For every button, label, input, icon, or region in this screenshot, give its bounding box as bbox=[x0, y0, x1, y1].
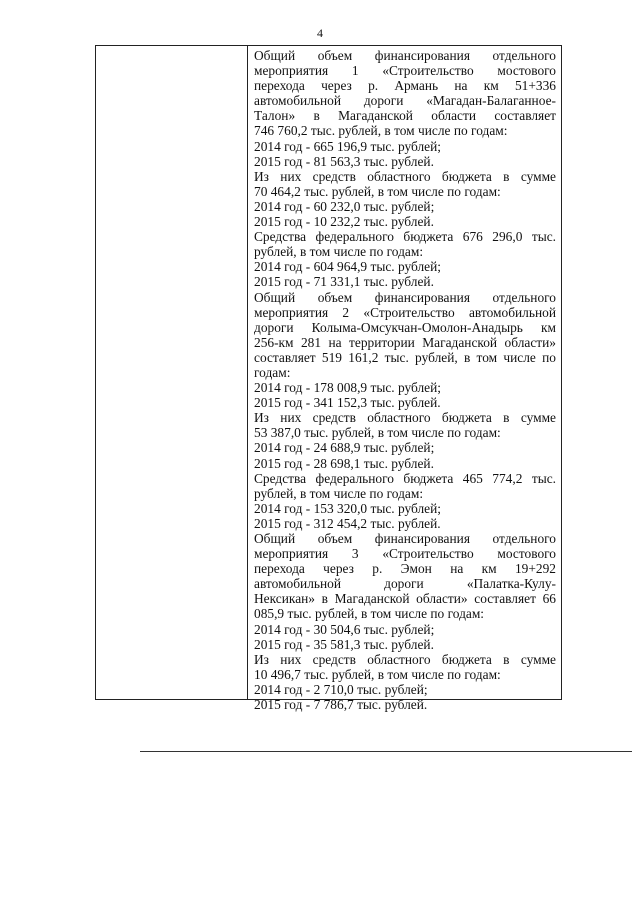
text-line: Из них средств областного бюджета в сумме bbox=[254, 651, 556, 667]
financing-description-cell bbox=[254, 48, 556, 712]
text-line: 2015 год - 10 232,2 тыс. рублей. bbox=[254, 214, 434, 230]
text-line: Средства федерального бюджета 465 774,2 тыс. bbox=[254, 470, 556, 486]
text-line: 2014 год - 24 688,9 тыс. рублей; bbox=[254, 440, 435, 456]
text-line: Общий объем финансирования отдельного bbox=[254, 531, 556, 546]
text-line: годам: bbox=[254, 364, 291, 380]
text-line: 2015 год - 28 698,1 тыс. рублей. bbox=[254, 455, 434, 471]
text-line: 085,9 тыс. рублей, в том числе по годам: bbox=[254, 606, 485, 622]
text-line: дороги Колыма-Омсукчан-Омолон-Анадырь км bbox=[254, 319, 556, 335]
text-line: Талон» в Магаданской области составляет bbox=[254, 108, 556, 124]
text-line: Средства федерального бюджета 676 296,0 тыс. bbox=[254, 229, 556, 245]
footer-rule bbox=[140, 751, 632, 752]
text-line: автомобильной дороги «Магадан-Балаганное- bbox=[254, 93, 556, 109]
text-line: 2015 год - 35 581,3 тыс. рублей. bbox=[254, 636, 434, 652]
text-line: 2014 год - 60 232,0 тыс. рублей; bbox=[254, 198, 435, 214]
text-line: 2014 год - 153 320,0 тыс. рублей; bbox=[254, 500, 441, 516]
text-line: 256-км 281 на территории Магаданской области» bbox=[254, 334, 556, 350]
text-line: 2014 год - 178 008,9 тыс. рублей; bbox=[254, 380, 441, 396]
text-line: 2014 год - 604 964,9 тыс. рублей; bbox=[254, 259, 441, 275]
text-line: Общий объем финансирования отдельного bbox=[254, 289, 556, 305]
text-line: Из них средств областного бюджета в сумме bbox=[254, 410, 556, 426]
text-line: рублей, в том числе по годам: bbox=[254, 485, 424, 501]
text-line: Из них средств областного бюджета в сумме bbox=[254, 168, 556, 184]
text-line: 2014 год - 30 504,6 тыс. рублей; bbox=[254, 621, 435, 637]
text-line: 2015 год - 7 786,7 тыс. рублей. bbox=[254, 697, 428, 713]
text-line: 2015 год - 71 331,1 тыс. рублей. bbox=[254, 274, 434, 290]
text-line: 2015 год - 81 563,3 тыс. рублей. bbox=[254, 153, 434, 169]
text-line: Общий объем финансирования отдельного bbox=[254, 48, 556, 63]
text-line: автомобильной дороги «Палатка-Кулу- bbox=[254, 576, 556, 592]
text-line: мероприятия 3 «Строительство мостового bbox=[254, 546, 556, 562]
page-number: 4 bbox=[317, 26, 323, 40]
text-line: 2015 год - 341 152,3 тыс. рублей. bbox=[254, 395, 441, 411]
text-line: Нексикан» в Магаданской области» составляет 66 bbox=[254, 591, 556, 607]
text-line: составляет 519 161,2 тыс. рублей, в том числе по bbox=[254, 349, 556, 365]
text-line: рублей, в том числе по годам: bbox=[254, 244, 424, 260]
text-line: 746 760,2 тыс. рублей, в том числе по годам: bbox=[254, 123, 508, 139]
text-line: 10 496,7 тыс. рублей, в том числе по годам: bbox=[254, 666, 501, 682]
text-line: 2015 год - 312 454,2 тыс. рублей. bbox=[254, 515, 441, 531]
column-divider bbox=[247, 46, 248, 699]
text-line: 70 464,2 тыс. рублей, в том числе по годам: bbox=[254, 183, 501, 199]
text-line: перехода через р. Эмон на км 19+292 bbox=[254, 561, 556, 577]
text-line: перехода через р. Армань на км 51+336 bbox=[254, 78, 556, 94]
text-line: 53 387,0 тыс. рублей, в том числе по годам: bbox=[254, 425, 501, 441]
text-line: мероприятия 2 «Строительство автомобильной bbox=[254, 304, 556, 320]
text-line: 2014 год - 665 196,9 тыс. рублей; bbox=[254, 138, 441, 154]
financing-table bbox=[95, 45, 562, 713]
text-line: 2014 год - 2 710,0 тыс. рублей; bbox=[254, 681, 428, 697]
text-line: мероприятия 1 «Строительство мостового bbox=[254, 63, 556, 79]
